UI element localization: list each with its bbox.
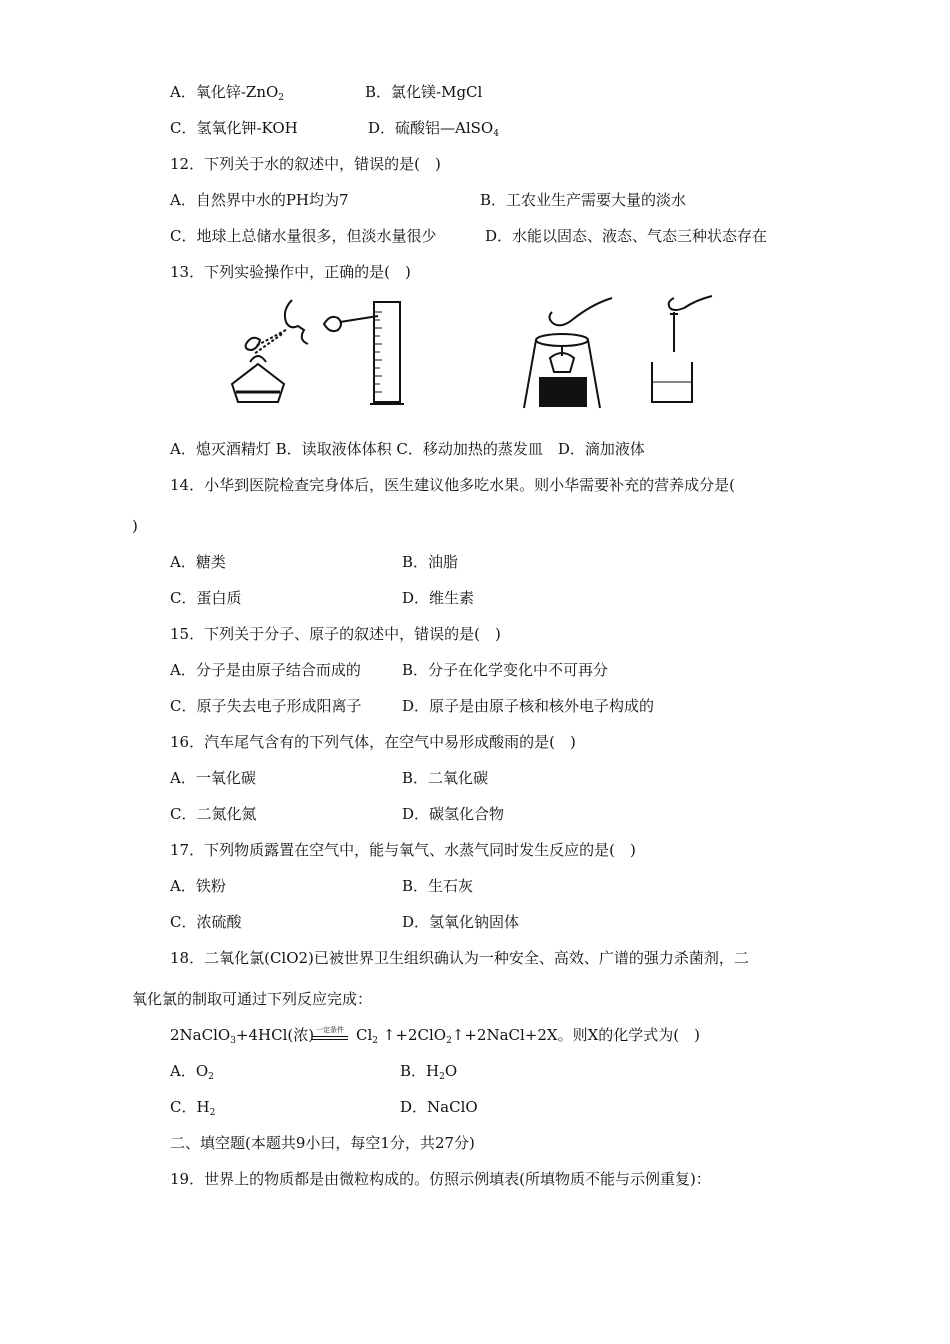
- q11-option-a: A．氧化锌-ZnO$_2$: [170, 83, 285, 103]
- q19-stem: 19．世界上的物质都是由微粒构成的。仿照示例填表(所填物质不能与示例重复)：: [170, 1170, 711, 1188]
- q18-option-b: B．$H_2O$: [400, 1062, 458, 1082]
- section2-title: 二、填空题(本题共9小曰，每空1分，共27分): [170, 1134, 475, 1152]
- q14-option-b: B．油脂: [402, 553, 459, 571]
- q14-option-d: D．维生素: [402, 589, 475, 607]
- q15-option-c: C．原子失去电子形成阳离子: [170, 697, 362, 715]
- q18-stem: 18．二氧化氯(ClO2)已被世界卫生组织确认为一种安全、高效、广谱的强力杀菌剂，二: [170, 949, 749, 967]
- q12-stem: 12．下列关于水的叙述中，错误的是( ): [170, 155, 441, 173]
- measuring-cylinder-figure: [318, 292, 408, 412]
- q15-option-d: D．原子是由原子核和核外电子构成的: [402, 697, 655, 715]
- q17-option-d: D．氢氧化钠固体: [402, 913, 520, 931]
- q13-stem: 13．下列实验操作中，正确的是( ): [170, 263, 411, 281]
- q18-eq-right: $Cl_2$ ↑+2ClO$_2$↑+2NaCl+2X。则X的化学式为( ): [356, 1026, 700, 1046]
- q18-option-a: A．$O_2$: [170, 1062, 214, 1082]
- q12-option-d: D．水能以固态、液态、气态三种状态存在: [485, 227, 768, 245]
- q18-option-d: D．NaClO: [400, 1098, 478, 1116]
- alcohol-lamp-blow-figure: [222, 292, 322, 412]
- q14-stem: 14．小华到医院检查完身体后，医生建议他多吃水果。则小华需要补充的营养成分是(: [170, 476, 735, 494]
- q16-option-b: B．二氧化碳: [402, 769, 489, 787]
- q12-option-c: C．地球上总储水量很多，但淡水量很少: [170, 227, 437, 245]
- q11-option-b: B．氯化镁-MgCl: [365, 83, 483, 101]
- q12-option-a: A．自然界中水的PH均为7: [170, 191, 349, 209]
- q16-option-c: C．二氮化氮: [170, 805, 257, 823]
- q17-option-c: C．浓硫酸: [170, 913, 242, 931]
- q16-stem: 16．汽车尾气含有的下列气体，在空气中易形成酸雨的是( ): [170, 733, 576, 751]
- q17-option-b: B．生石灰: [402, 877, 474, 895]
- q11-option-c: C．氢氧化钾-KOH: [170, 119, 298, 137]
- q18-eq-left: 2NaClO: [170, 1026, 231, 1044]
- q13-options: A．熄灭酒精灯 B．读取液体体积 C．移动加热的蒸发皿 D．滴加液体: [170, 440, 645, 458]
- dropper-figure: [640, 292, 720, 412]
- q18-condition: 一定条件: [310, 1026, 350, 1040]
- q18-option-c: C．$H_2$: [170, 1098, 216, 1118]
- q14-option-c: C．蛋白质: [170, 589, 242, 607]
- q18-stem-cont: 氧化氯的制取可通过下列反应完成：: [132, 990, 373, 1008]
- q14-option-a: A．糖类: [170, 553, 226, 571]
- q15-stem: 15．下列关于分子、原子的叙述中，错误的是( ): [170, 625, 501, 643]
- q16-option-a: A．一氧化碳: [170, 769, 256, 787]
- q12-option-b: B．工农业生产需要大量的淡水: [480, 191, 687, 209]
- q11-option-d: D．硫酸铝—AlSO$_4$: [368, 119, 499, 139]
- q15-option-b: B．分子在化学变化中不可再分: [402, 661, 609, 679]
- q18-equation: 2NaClO$_3$+4HCl(浓): [170, 1026, 315, 1046]
- q16-option-d: D．碳氢化合物: [402, 805, 505, 823]
- evaporating-dish-figure: [516, 292, 616, 412]
- q17-option-a: A．铁粉: [170, 877, 226, 895]
- q15-option-a: A．分子是由原子结合而成的: [170, 661, 361, 679]
- q17-stem: 17．下列物质露置在空气中，能与氧气、水蒸气同时发生反应的是( ): [170, 841, 636, 859]
- q14-stem-cont: ): [132, 517, 138, 535]
